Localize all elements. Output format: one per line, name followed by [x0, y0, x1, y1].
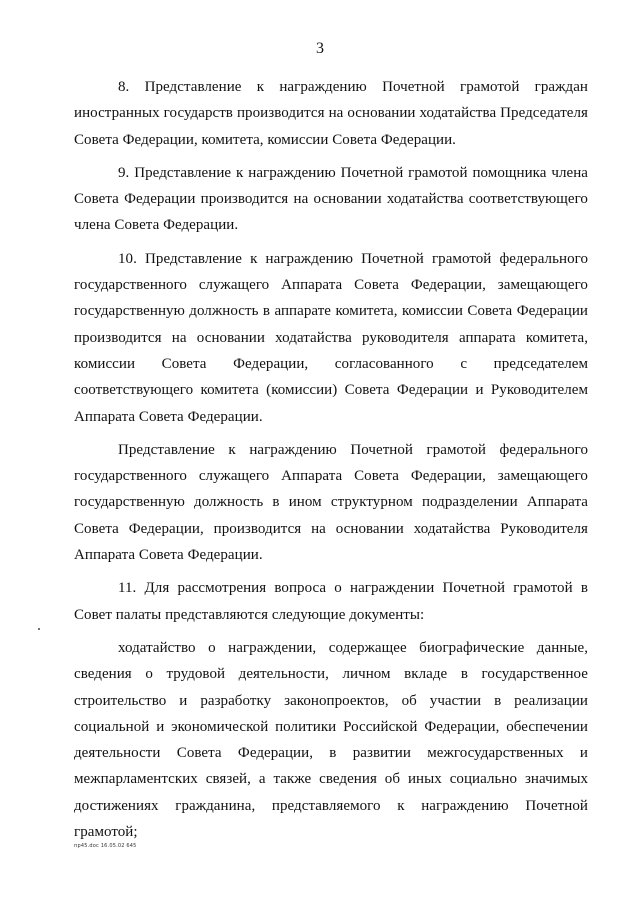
document-body — [74, 74, 588, 852]
page-number: 3 — [316, 40, 324, 57]
margin-mark — [38, 628, 40, 630]
paragraph-item-10: 10. Представление к награждению Почетной грамотой федерального государственного служащего Аппарата Совета Федерации, замещающего государственную должность в аппарате комитета, комиссии Совета Федерации производится на основании ходатайства руководителя аппарата комитета, комиссии Совета Федерации, согласованного с председателем соответствующего комитета (комиссии) Совета Федерации и Руководителем Аппарата Совета Федерации. — [74, 250, 588, 425]
paragraph-item-11: 11. Для рассмотрения вопроса о награждении Почетной грамотой в Совет палаты представляются следующие документы: — [74, 580, 588, 623]
paragraph-item-8: 8. Представление к награждению Почетной грамотой граждан иностранных государств производится на основании ходатайства Председателя Совета Федерации, комитета, комиссии Совета Федерации. — [74, 79, 588, 148]
file-footer-note: пр45.doc 16.05.02 645 — [74, 843, 137, 849]
paragraph-item-9: 9. Представление к награждению Почетной грамотой помощника члена Совета Федерации производится на основании ходатайства соответствующего члена Совета Федерации. — [74, 164, 588, 234]
paragraph-item-10-continued: Представление к награждению Почетной грамотой федерального государственного служащего Аппарата Совета Федерации, замещающего государственную должность в ином структурном подразделении Аппарата Совета Федерации, производится на основании ходатайства Руководителя Аппарата Совета Федерации. — [74, 441, 588, 564]
paragraph-item-11-petition: ходатайство о награждении, содержащее биографические данные, сведения о трудовой деятельности, личном вкладе в государственное строительство и разработку законопроектов, об участии в реализации социальной и экономической политики Российской Федерации, обеспечении деятельности Совета Федерации, в развитии межгосударственных и межпарламентских связей, а также сведения об иных социально значимых достижениях гражданина, представляемого к награждению Почетной грамотой; — [74, 639, 588, 841]
